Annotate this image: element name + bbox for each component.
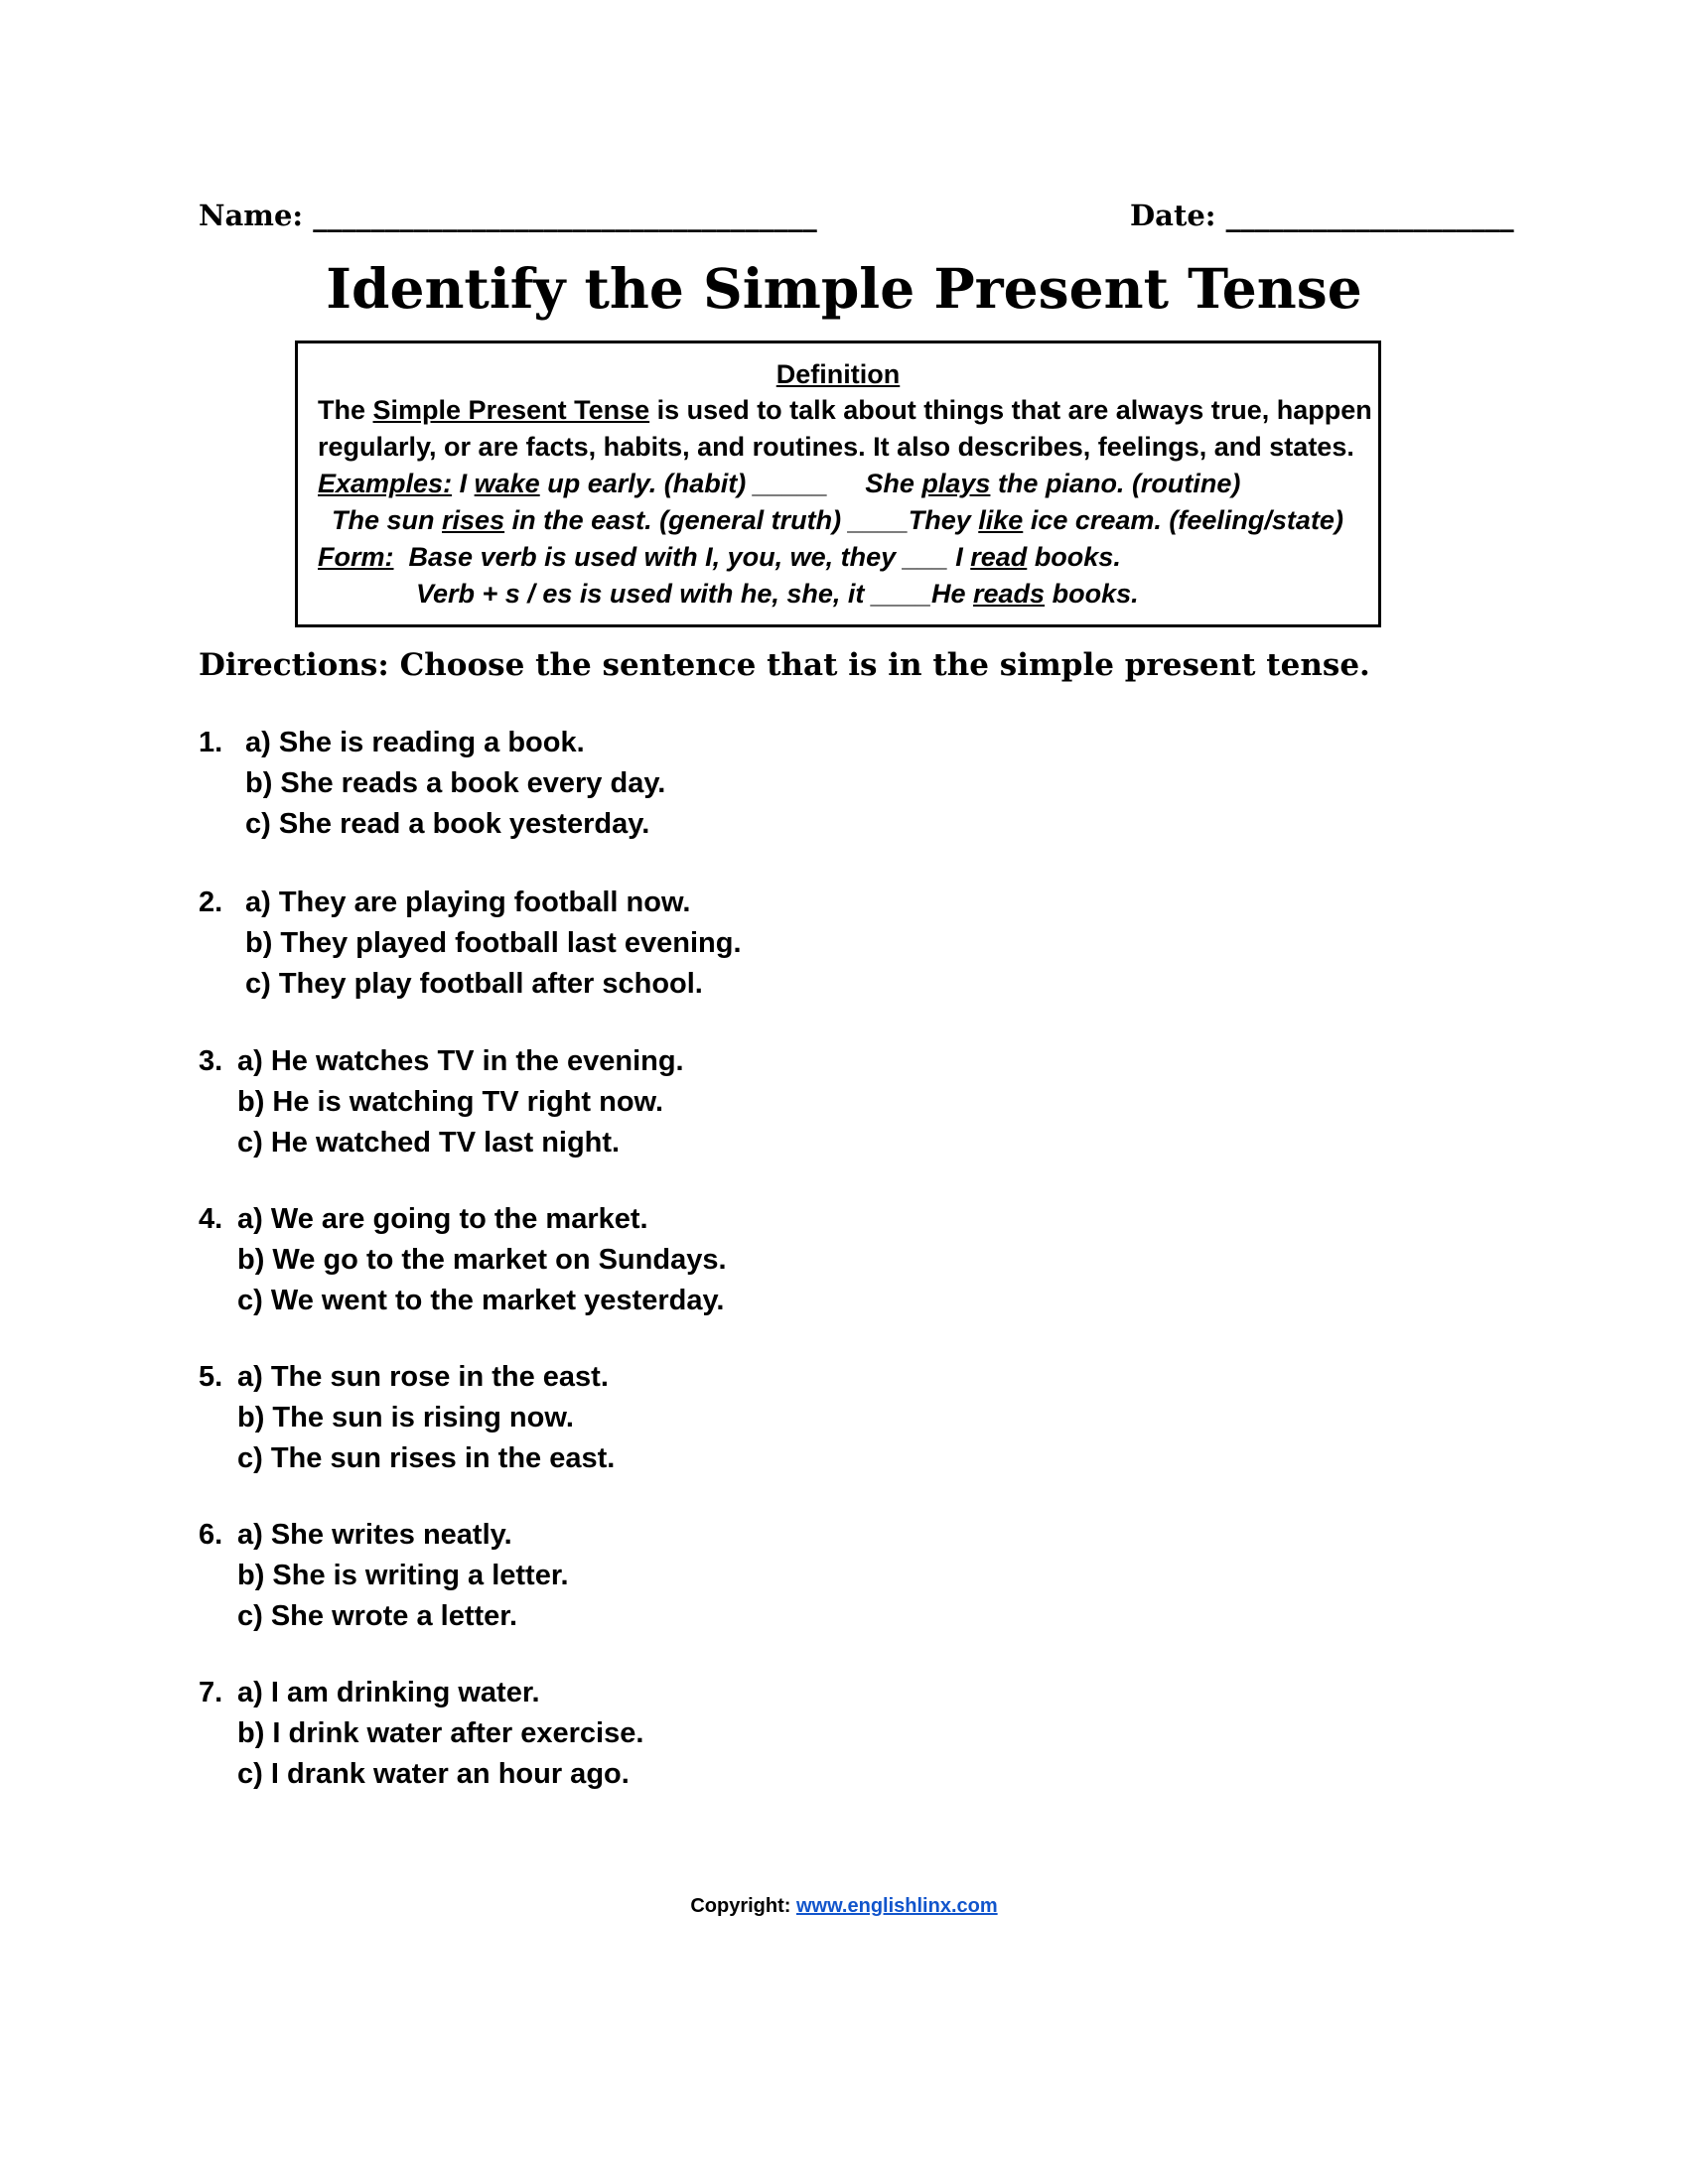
- example-text: I: [459, 469, 468, 498]
- answer-option[interactable]: c) We went to the market yesterday.: [237, 1285, 725, 1316]
- example-text: She: [865, 469, 914, 498]
- examples-line-2: [332, 503, 1343, 537]
- example-text: ice cream. (feeling/state): [1030, 505, 1343, 535]
- example-text: up early. (habit) _____: [547, 469, 828, 498]
- answer-option[interactable]: b) He is watching TV right now.: [237, 1086, 664, 1118]
- form-line-1: [318, 540, 1121, 574]
- answer-option[interactable]: b) The sun is rising now.: [237, 1402, 574, 1433]
- answer-option[interactable]: b) We go to the market on Sundays.: [237, 1244, 727, 1276]
- answer-option[interactable]: a) He watches TV in the evening.: [237, 1045, 684, 1077]
- question-number: 4.: [199, 1203, 223, 1235]
- question-number: 2.: [199, 887, 223, 918]
- copyright: [0, 1895, 1688, 1918]
- answer-option[interactable]: a) She writes neatly.: [237, 1519, 512, 1551]
- example-text: the piano. (routine): [997, 469, 1241, 498]
- page-title: Identify the Simple Present Tense: [326, 256, 1362, 321]
- form-verb: read: [970, 542, 1028, 572]
- directions: Directions: Choose the sentence that is in the simple present tense.: [199, 647, 1370, 683]
- example-verb: rises: [442, 505, 505, 535]
- question-number: 5.: [199, 1361, 223, 1393]
- answer-option[interactable]: c) The sun rises in the east.: [237, 1442, 616, 1474]
- answer-option[interactable]: b) She reads a book every day.: [245, 767, 666, 799]
- definition-term: Simple Present Tense: [372, 395, 650, 425]
- name-line: [199, 199, 817, 232]
- question-number: 7.: [199, 1677, 223, 1708]
- example-verb: like: [978, 505, 1024, 535]
- name-label: Name:: [199, 199, 304, 232]
- answer-option[interactable]: c) She read a book yesterday.: [245, 808, 650, 840]
- answer-option[interactable]: a) She is reading a book.: [245, 727, 585, 758]
- name-blank[interactable]: ___________________________________: [313, 199, 817, 232]
- answer-option[interactable]: c) She wrote a letter.: [237, 1600, 518, 1632]
- example-verb: plays: [921, 469, 991, 498]
- form-line-2: [416, 577, 1139, 611]
- answer-option[interactable]: a) The sun rose in the east.: [237, 1361, 609, 1393]
- definition-line-2: regularly, or are facts, habits, and routines. It also describes, feelings, and states.: [318, 432, 1354, 462]
- answer-option[interactable]: c) I drank water an hour ago.: [237, 1758, 630, 1790]
- answer-option[interactable]: b) They played football last evening.: [245, 927, 742, 959]
- form-text: Base verb is used with I, you, we, they ___ I: [408, 542, 963, 572]
- date-line: [1130, 199, 1514, 232]
- question-number: 1.: [199, 727, 223, 758]
- form-label: Form:: [318, 542, 394, 572]
- question-number: 6.: [199, 1519, 223, 1551]
- definition-box: [295, 341, 1381, 627]
- definition-pre: The: [318, 395, 366, 425]
- question-number: 3.: [199, 1045, 223, 1077]
- examples-label: Examples:: [318, 469, 453, 498]
- form-text: Verb + s / es is used with he, she, it ____He: [416, 579, 966, 609]
- answer-option[interactable]: a) I am drinking water.: [237, 1677, 540, 1708]
- definition-line-1: [318, 393, 1372, 427]
- copyright-label: Copyright:: [690, 1895, 791, 1917]
- example-verb: wake: [474, 469, 540, 498]
- definition-post: is used to talk about things that are always true, happen: [656, 395, 1372, 425]
- answer-option[interactable]: b) She is writing a letter.: [237, 1560, 569, 1591]
- date-blank[interactable]: ____________________: [1225, 199, 1514, 232]
- answer-option[interactable]: a) They are playing football now.: [245, 887, 691, 918]
- date-label: Date:: [1130, 199, 1216, 232]
- definition-heading: Definition: [775, 359, 901, 389]
- answer-option[interactable]: a) We are going to the market.: [237, 1203, 648, 1235]
- example-text: The sun: [332, 505, 435, 535]
- website-link[interactable]: www.englishlinx.com: [796, 1895, 998, 1917]
- form-text: books.: [1034, 542, 1121, 572]
- examples-line-1: [318, 467, 1240, 500]
- answer-option[interactable]: c) They play football after school.: [245, 968, 703, 1000]
- form-text: books.: [1052, 579, 1139, 609]
- answer-option[interactable]: c) He watched TV last night.: [237, 1127, 621, 1159]
- example-text: in the east. (general truth) ____They: [511, 505, 971, 535]
- form-verb: reads: [973, 579, 1046, 609]
- answer-option[interactable]: b) I drink water after exercise.: [237, 1717, 644, 1749]
